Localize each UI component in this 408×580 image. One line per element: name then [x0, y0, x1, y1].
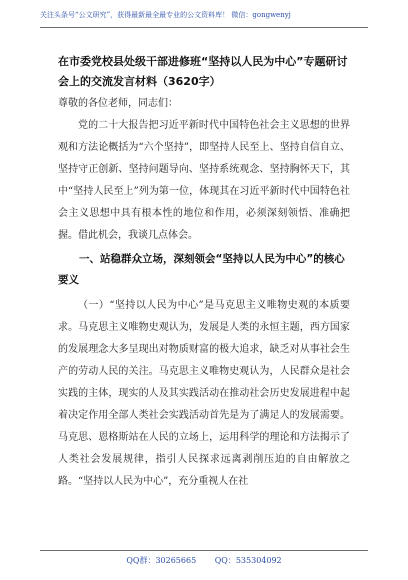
- intro-paragraph: 党的二十大报告把习近平新时代中国特色社会主义思想的世界观和方法论概括为“六个坚持”，即坚持人民至上、坚持自信自立、坚持守正创新、坚持问题导向、坚持系统观念、坚持胸怀天下，其中“坚持人民至上”列为第一位，体现其在习近平新时代中国特色社会主义思想中具有根本性的地位和作用，必须深刻领悟、准确把握。借此机会，我谈几点体会。: [58, 120, 350, 241]
- section-heading: 一、站稳群众立场，深刻领会“坚持以人民为中心”的核心要义: [58, 253, 345, 286]
- salutation: 尊敬的各位老师，同志们：: [58, 98, 178, 109]
- header-promo-note: 关注头条号“公文研究”，获得最新最全最专业的公文资料库！ 微信：gongwenyj: [40, 11, 291, 19]
- footer-qq: QQ：535304092: [214, 556, 282, 565]
- footer-qq-group: QQ群：30265665: [126, 556, 197, 565]
- footer-contact: [40, 554, 368, 568]
- footer-divider: [40, 550, 368, 551]
- section-paragraph: （一）“坚持以人民为中心”是马克思主义唯物史观的本质要求。马克思主义唯物史观认为，发展是人类的永恒主题，西方国家的发展理念大多呈现出对物质财富的极大追求，缺乏对从事社会生产的劳动人民的关注。马克思主义唯物史观认为，人民群众是社会实践的主体，现实的人及其实践活动在推动社会历史发展进程中起着决定作用全部人类社会实践活动首先是为了满足人的发展需要。马克思、恩格斯站在人民的立场上，运用科学的理论和方法揭示了人类社会发展规律，指引人民探求远离剥削压迫的自由解放之路。“坚持以人民为中心”，充分重视人在社: [58, 300, 350, 487]
- document-body: [58, 52, 350, 493]
- header-divider: [40, 27, 368, 28]
- document-title: 在市委党校县处级干部进修班“坚持以人民为中心”专题研讨会上的交流发言材料（3620字）: [58, 55, 348, 88]
